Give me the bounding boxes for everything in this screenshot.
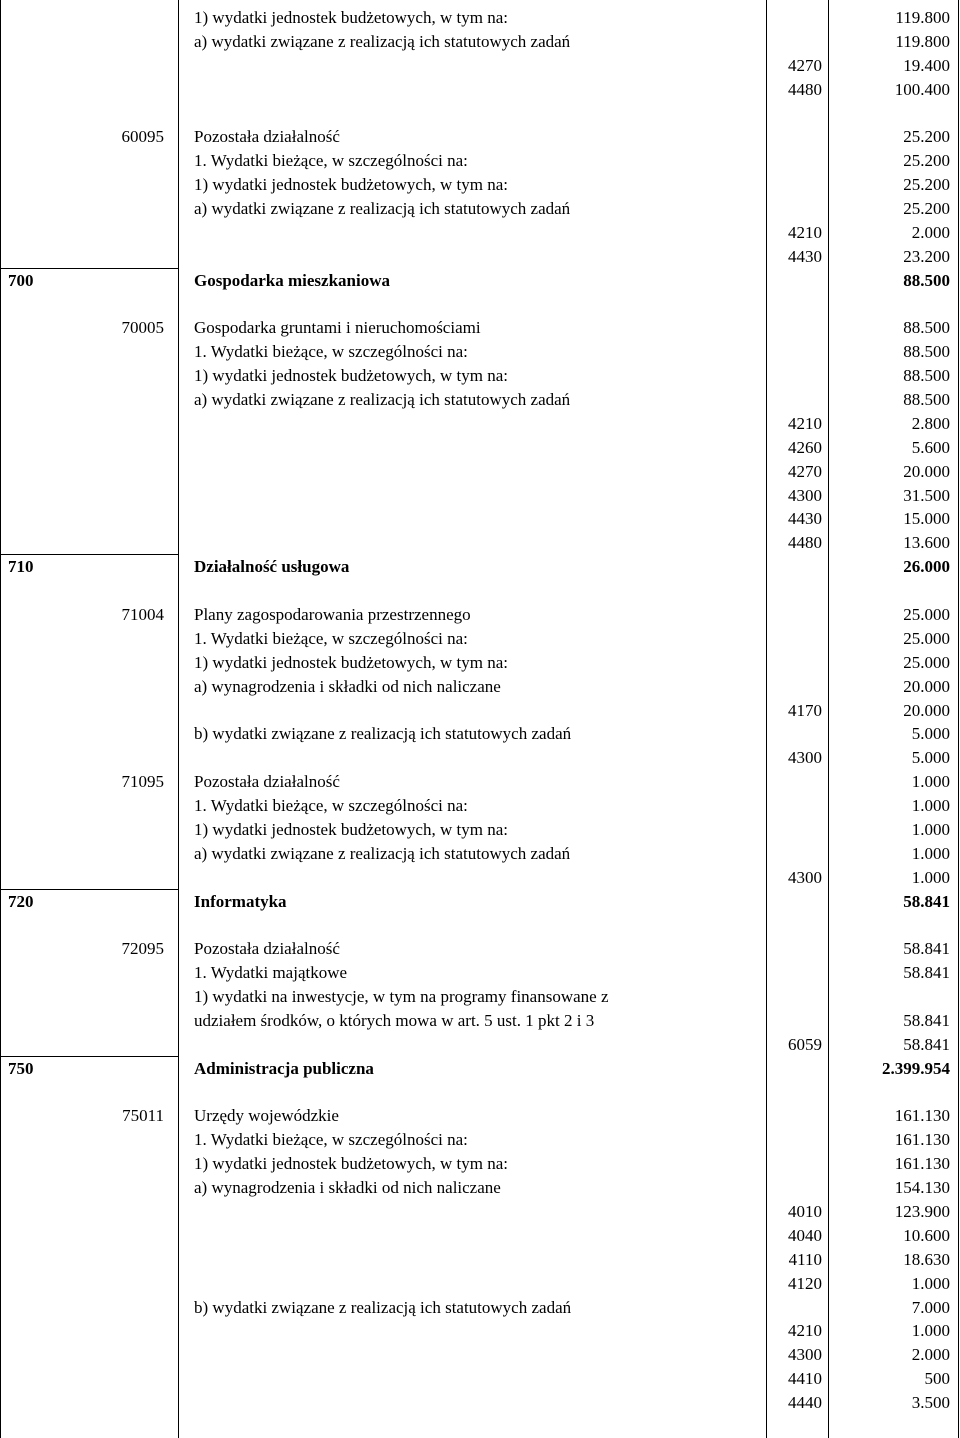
amount: 58.841 bbox=[903, 891, 950, 911]
description: Administracja publiczna bbox=[194, 1058, 374, 1078]
paragraph-code: 4170 bbox=[788, 700, 822, 720]
rozdzial-code: 71095 bbox=[121, 772, 164, 792]
amount: 5.600 bbox=[911, 437, 950, 457]
paragraph-code: 4110 bbox=[788, 1249, 822, 1269]
description: 1) wydatki na inwestycje, w tym na programy finansowane z bbox=[194, 987, 609, 1007]
amount: 7.000 bbox=[911, 1297, 950, 1317]
amount: 2.800 bbox=[911, 413, 950, 433]
paragraph-code: 6059 bbox=[788, 1034, 822, 1054]
amount: 58.841 bbox=[903, 1034, 950, 1054]
amount: 119.800 bbox=[895, 8, 950, 27]
paragraph-code: 4430 bbox=[788, 246, 822, 266]
paragraph-code: 4300 bbox=[788, 748, 822, 768]
paragraph-code: 4480 bbox=[788, 79, 822, 99]
amount: 25.000 bbox=[903, 628, 950, 648]
dzial-code: 710 bbox=[8, 557, 34, 577]
paragraph-code: 4210 bbox=[788, 1321, 822, 1341]
description: 1. Wydatki bieżące, w szczególności na: bbox=[194, 796, 468, 816]
paragraph-code: 4270 bbox=[788, 461, 822, 481]
rozdzial-code: 75011 bbox=[122, 1106, 164, 1126]
description: Informatyka bbox=[194, 891, 287, 911]
dzial-code: 750 bbox=[8, 1058, 34, 1078]
amount: 31.500 bbox=[903, 485, 950, 505]
column-divider bbox=[958, 0, 959, 1438]
description: Gospodarka gruntami i nieruchomościami bbox=[194, 318, 481, 338]
column-divider bbox=[178, 0, 179, 1438]
description: 1. Wydatki bieżące, w szczególności na: bbox=[194, 151, 468, 171]
description: b) wydatki związane z realizacją ich statutowych zadań bbox=[194, 724, 572, 744]
paragraph-code: 4010 bbox=[788, 1202, 822, 1221]
amount: 1.000 bbox=[911, 796, 950, 816]
amount: 25.200 bbox=[903, 151, 950, 171]
amount: 100.400 bbox=[894, 79, 950, 99]
amount: 18.630 bbox=[903, 1249, 950, 1269]
description: Urzędy wojewódzkie bbox=[194, 1106, 339, 1126]
paragraph-code: 4260 bbox=[788, 437, 822, 457]
rozdzial-code: 70005 bbox=[121, 318, 164, 338]
amount: 1.000 bbox=[911, 843, 950, 863]
amount: 88.500 bbox=[903, 342, 950, 362]
description: 1) wydatki jednostek budżetowych, w tym na: bbox=[194, 819, 508, 839]
description: b) wydatki związane z realizacją ich statutowych zadań bbox=[194, 1297, 572, 1317]
paragraph-code: 4300 bbox=[788, 485, 822, 505]
rozdzial-code: 72095 bbox=[121, 939, 164, 959]
description: a) wydatki związane z realizacją ich statutowych zadań bbox=[194, 390, 571, 410]
amount: 2.000 bbox=[911, 1345, 950, 1365]
amount: 20.000 bbox=[903, 461, 950, 481]
amount: 25.000 bbox=[903, 605, 950, 624]
amount: 19.400 bbox=[903, 55, 950, 75]
amount: 20.000 bbox=[903, 676, 950, 696]
amount: 123.900 bbox=[894, 1202, 950, 1221]
amount: 5.000 bbox=[911, 724, 950, 744]
description: udziałem środków, o których mowa w art. 5 ust. 1 pkt 2 i 3 bbox=[194, 1010, 595, 1030]
amount: 1.000 bbox=[911, 819, 950, 839]
amount: 26.000 bbox=[903, 557, 950, 577]
paragraph-code: 4210 bbox=[788, 413, 822, 433]
amount: 25.200 bbox=[903, 127, 950, 147]
paragraph-code: 4040 bbox=[788, 1225, 822, 1245]
description: 1) wydatki jednostek budżetowych, w tym na: bbox=[194, 1154, 508, 1174]
amount: 58.841 bbox=[903, 1010, 950, 1030]
description: a) wydatki związane z realizacją ich statutowych zadań bbox=[194, 843, 571, 863]
amount: 2.399.954 bbox=[882, 1058, 950, 1078]
description: 1. Wydatki bieżące, w szczególności na: bbox=[194, 342, 468, 362]
paragraph-code: 4480 bbox=[788, 533, 822, 553]
amount: 15.000 bbox=[903, 509, 950, 529]
amount: 25.200 bbox=[903, 199, 950, 219]
amount: 2.000 bbox=[911, 222, 950, 242]
amount: 154.130 bbox=[894, 1178, 950, 1198]
amount: 1.000 bbox=[911, 1321, 950, 1341]
amount: 1.000 bbox=[911, 772, 950, 792]
paragraph-code: 4120 bbox=[788, 1273, 822, 1293]
amount: 161.130 bbox=[894, 1130, 950, 1150]
column-divider bbox=[828, 0, 829, 1438]
description: a) wydatki związane z realizacją ich statutowych zadań bbox=[194, 199, 571, 219]
amount: 88.500 bbox=[903, 366, 950, 386]
description: Pozostała działalność bbox=[194, 939, 340, 959]
amount: 1.000 bbox=[911, 867, 950, 887]
amount: 58.841 bbox=[903, 963, 950, 983]
description: Działalność usługowa bbox=[194, 557, 350, 577]
description: a) wynagrodzenia i składki od nich naliczane bbox=[194, 676, 501, 696]
paragraph-code: 4210 bbox=[788, 222, 822, 242]
description: a) wynagrodzenia i składki od nich naliczane bbox=[194, 1178, 501, 1198]
amount: 119.800 bbox=[895, 31, 950, 51]
paragraph-code: 4300 bbox=[788, 867, 822, 887]
description: 1. Wydatki majątkowe bbox=[194, 963, 348, 983]
amount: 13.600 bbox=[903, 533, 950, 553]
amount: 88.500 bbox=[903, 318, 950, 338]
amount: 500 bbox=[924, 1369, 950, 1389]
description: a) wydatki związane z realizacją ich statutowych zadań bbox=[194, 31, 571, 51]
amount: 5.000 bbox=[911, 748, 950, 768]
amount: 23.200 bbox=[903, 246, 950, 266]
rozdzial-code: 60095 bbox=[121, 127, 164, 147]
description: Plany zagospodarowania przestrzennego bbox=[194, 605, 471, 624]
dzial-code: 700 bbox=[8, 270, 34, 290]
description: 1) wydatki jednostek budżetowych, w tym na: bbox=[194, 175, 508, 195]
amount: 10.600 bbox=[903, 1225, 950, 1245]
paragraph-code: 4300 bbox=[788, 1345, 822, 1365]
amount: 25.000 bbox=[903, 652, 950, 672]
description: 1) wydatki jednostek budżetowych, w tym na: bbox=[194, 366, 508, 386]
amount: 88.500 bbox=[903, 390, 950, 410]
column-divider bbox=[766, 0, 767, 1438]
paragraph-code: 4410 bbox=[788, 1369, 822, 1389]
rozdzial-code: 71004 bbox=[121, 605, 164, 624]
description: Pozostała działalność bbox=[194, 127, 340, 147]
paragraph-code: 4270 bbox=[788, 55, 822, 75]
amount: 25.200 bbox=[903, 175, 950, 195]
column-divider bbox=[0, 0, 1, 1438]
amount: 20.000 bbox=[903, 700, 950, 720]
amount: 58.841 bbox=[903, 939, 950, 959]
description: 1) wydatki jednostek budżetowych, w tym na: bbox=[194, 8, 508, 27]
description: 1. Wydatki bieżące, w szczególności na: bbox=[194, 628, 468, 648]
dzial-code: 720 bbox=[8, 891, 34, 911]
amount: 161.130 bbox=[894, 1154, 950, 1174]
description: 1) wydatki jednostek budżetowych, w tym na: bbox=[194, 652, 508, 672]
description: Gospodarka mieszkaniowa bbox=[194, 270, 390, 290]
description: Pozostała działalność bbox=[194, 772, 340, 792]
paragraph-code: 4440 bbox=[788, 1393, 822, 1413]
amount: 88.500 bbox=[903, 270, 950, 290]
paragraph-code: 4430 bbox=[788, 509, 822, 529]
amount: 1.000 bbox=[911, 1273, 950, 1293]
description: 1. Wydatki bieżące, w szczególności na: bbox=[194, 1130, 468, 1150]
amount: 3.500 bbox=[911, 1393, 950, 1413]
amount: 161.130 bbox=[894, 1106, 950, 1126]
